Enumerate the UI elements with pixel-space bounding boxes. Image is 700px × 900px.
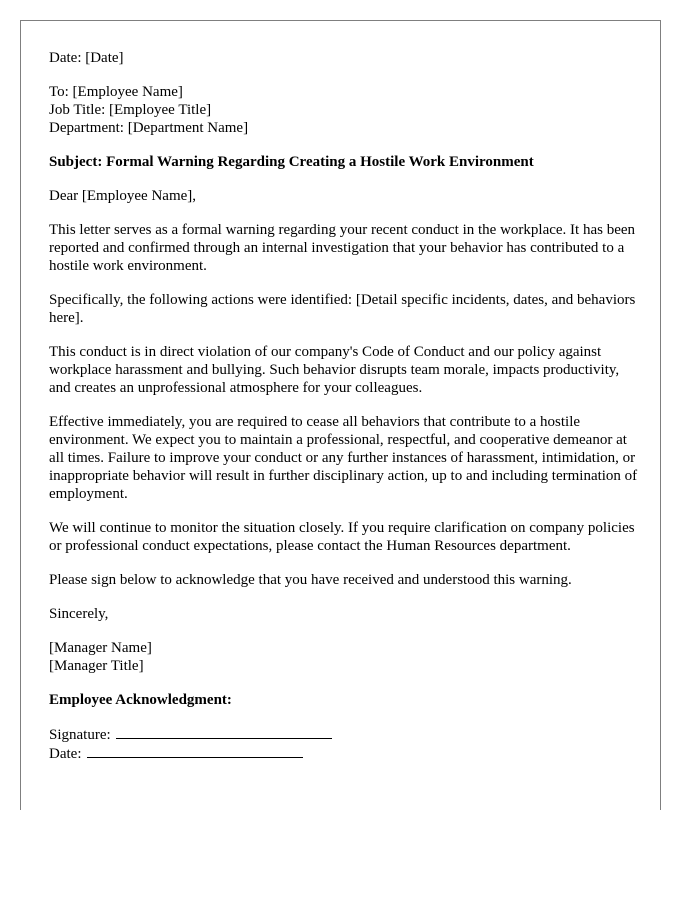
body-paragraph-2: Specifically, the following actions were identified: [Detail specific incidents, dates, and behaviors here]. <box>49 292 636 326</box>
body-paragraph-5: We will continue to monitor the situation closely. If you require clarification on company policies or professional conduct expectations, please contact the Human Resources department. <box>49 520 635 554</box>
signature-label: Signature: <box>49 727 111 743</box>
signer-title: [Manager Title] <box>49 658 144 674</box>
acknowledgment-heading: Employee Acknowledgment: <box>49 692 232 708</box>
recipient-block <box>49 83 639 137</box>
letter-body <box>49 49 639 779</box>
recipient-job-title: Job Title: [Employee Title] <box>49 102 212 118</box>
letter-subject: Subject: Formal Warning Regarding Creating a Hostile Work Environment <box>49 154 534 170</box>
body-paragraph-1: This letter serves as a formal warning regarding your recent conduct in the workplace. It has been reported and confirmed through an internal investigation that your behavior has contributed to a hostile work environment. <box>49 222 636 274</box>
closing: Sincerely, <box>49 606 109 622</box>
date-row <box>49 744 639 763</box>
letter-date: Date: [Date] <box>49 50 124 66</box>
date-label: Date: <box>49 746 82 762</box>
acknowledgment-block <box>49 725 639 763</box>
letter-date-block <box>49 49 639 67</box>
signature-line[interactable] <box>116 725 332 739</box>
signer-name: [Manager Name] <box>49 640 152 656</box>
body-paragraph-4: Effective immediately, you are required to cease all behaviors that contribute to a hostile environment. We expect you to maintain a professional, respectful, and cooperative demeanor at all times. Failure to improve your conduct or any further instances of harassment, intimidation, or inappropriate behavior will result in further disciplinary action, up to and including termination of employment. <box>49 414 638 502</box>
date-line[interactable] <box>87 744 303 758</box>
letter-page <box>20 20 661 810</box>
salutation: Dear [Employee Name], <box>49 188 197 204</box>
recipient-department: Department: [Department Name] <box>49 120 249 136</box>
body-paragraph-6: Please sign below to acknowledge that you have received and understood this warning. <box>49 572 572 588</box>
signer-block <box>49 639 639 675</box>
signature-row <box>49 725 639 744</box>
body-paragraph-3: This conduct is in direct violation of our company's Code of Conduct and our policy against workplace harassment and bullying. Such behavior disrupts team morale, impacts productivity, and creates an unprofessional atmosphere for your colleagues. <box>49 344 620 396</box>
recipient-name: To: [Employee Name] <box>49 84 183 100</box>
